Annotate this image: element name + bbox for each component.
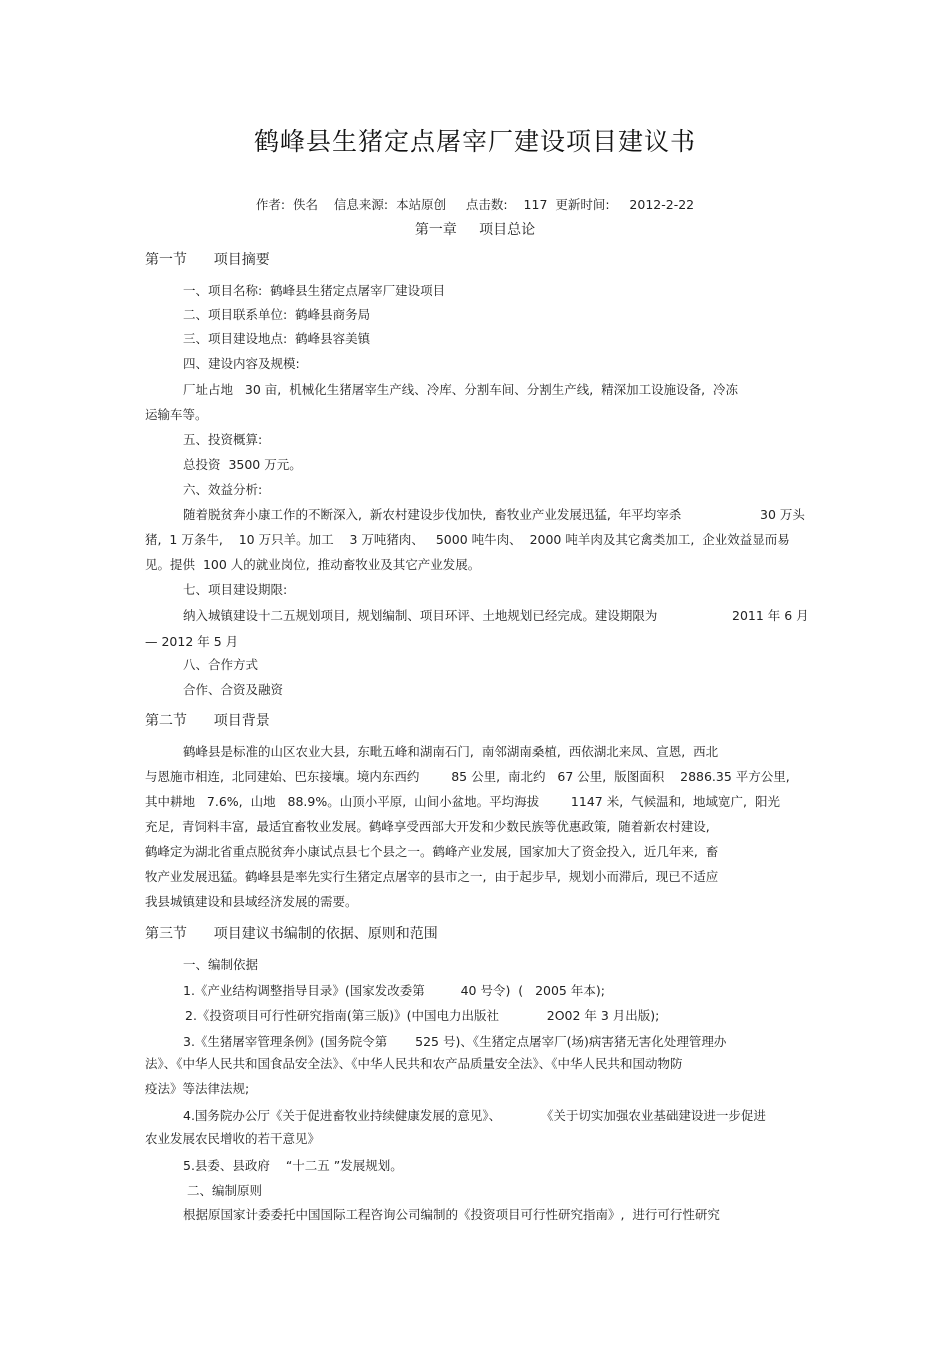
section-heading-3: 第三节 项目建议书编制的依据、原则和范围: [145, 926, 438, 942]
paragraph-line: 总投资 3500 万元。: [183, 457, 302, 472]
paragraph-line: 七、项目建设期限:: [183, 582, 288, 597]
paragraph-line: 见。提供 100 人的就业岗位, 推动畜牧业及其它产业发展。: [145, 557, 481, 572]
paragraph-line: 鹤峰县是标准的山区农业大县, 东毗五峰和湖南石门, 南邻湖南桑植, 西依湖北来凤、宣恩, 西北: [183, 744, 719, 759]
paragraph-line: 猪, 1 万条牛, 10 万只羊。加工 3 万吨猪肉、 5000 吨牛肉、 2000 吨羊肉及其它禽类加工, 企业效益显而易: [145, 532, 790, 547]
paragraph-line: 厂址占地 30 亩, 机械化生猪屠宰生产线、冷库、分割车间、分割生产线, 精深加工设施设备, 冷冻: [183, 382, 739, 397]
paragraph-line: 与恩施市相连, 北同建始、巴东接壤。境内东西约 85 公里, 南北约 67 公里, 版图面积 2886.35 平方公里,: [145, 769, 790, 784]
article-meta: 作者: 佚名 信息来源: 本站原创 点击数: 117 更新时间: 2012-2-22: [255, 197, 695, 212]
paragraph-line: 运输车等。: [145, 407, 208, 422]
paragraph-line: 疫法》等法律法规;: [145, 1081, 250, 1096]
paragraph-line: 二、编制原则: [187, 1183, 263, 1198]
paragraph-line-end: 2011 年 6 月: [732, 608, 809, 623]
paragraph-line: 鹤峰定为湖北省重点脱贫奔小康试点县七个县之一。鹤峰产业发展, 国家加大了资金投入, 近几年来, 畜: [145, 844, 719, 859]
paragraph-line-end: 30 万头: [760, 507, 805, 522]
paragraph-line: 六、效益分析:: [183, 482, 263, 497]
paragraph-line: 纳入城镇建设十二五规划项目, 规划编制、项目环评、土地规划已经完成。建设期限为: [183, 608, 658, 623]
paragraph-line: 二、项目联系单位: 鹤峰县商务局: [183, 307, 371, 322]
paragraph-line: 4.国务院办公厅《关于促进畜牧业持续健康发展的意见》、 《关于切实加强农业基础建设进一步促进: [183, 1108, 766, 1123]
paragraph-line: 牧产业发展迅猛。鹤峰县是率先实行生猪定点屠宰的县市之一, 由于起步早, 规划小而滞后, 现已不适应: [145, 869, 719, 884]
paragraph-line: 四、建设内容及规模:: [183, 356, 300, 371]
paragraph-line: — 2012 年 5 月: [145, 634, 239, 649]
paragraph-line: 八、合作方式: [183, 657, 259, 672]
paragraph-line: 我县城镇建设和县域经济发展的需要。: [145, 894, 358, 909]
paragraph-line: 随着脱贫奔小康工作的不断深入, 新农村建设步伐加快, 畜牧业产业发展迅猛, 年平均宰杀: [183, 507, 682, 522]
paragraph-line: 五、投资概算:: [183, 432, 263, 447]
section-heading-2: 第二节 项目背景: [145, 713, 270, 729]
document-title: 鹤峰县生猪定点屠宰厂建设项目建议书: [253, 127, 696, 156]
paragraph-line: 合作、合资及融资: [183, 682, 284, 697]
paragraph-line: 5.县委、县政府 “十二五 ”发展规划。: [183, 1158, 403, 1173]
paragraph-line: 农业发展农民增收的若干意见》: [145, 1131, 321, 1146]
paragraph-line: 1.《产业结构调整指导目录》(国家发改委第 40 号令) ( 2005 年本);: [183, 983, 605, 998]
paragraph-line: 2.《投资项目可行性研究指南(第三版)》(中国电力出版社 2O02 年 3 月出版);: [185, 1008, 660, 1023]
paragraph-line: 三、项目建设地点: 鹤峰县容美镇: [183, 331, 371, 346]
paragraph-line: 法》、《中华人民共和国食品安全法》、《中华人民共和农产品质量安全法》、《中华人民共和国动物防: [145, 1056, 683, 1071]
paragraph-line: 根据原国家计委委托中国国际工程咨询公司编制的《投资项目可行性研究指南》, 进行可行性研究: [183, 1207, 720, 1222]
paragraph-line: 其中耕地 7.6%, 山地 88.9%。山顶小平原, 山间小盆地。平均海拔 1147 米, 气候温和, 地域宽广, 阳光: [145, 794, 780, 809]
chapter-heading: 第一章 项目总论: [414, 222, 536, 238]
paragraph-line: 3.《生猪屠宰管理条例》(国务院令第 525 号)、《生猪定点屠宰厂(场)病害猪无害化处理管理办: [183, 1034, 727, 1049]
paragraph-line: 充足, 青饲料丰富, 最适宜畜牧业发展。鹤峰享受西部大开发和少数民族等优惠政策, 随着新农村建设,: [145, 819, 710, 834]
paragraph-line: 一、项目名称: 鹤峰县生猪定点屠宰厂建设项目: [183, 283, 446, 298]
paragraph-line: 一、编制依据: [183, 957, 259, 972]
section-heading-1: 第一节 项目摘要: [145, 252, 270, 268]
